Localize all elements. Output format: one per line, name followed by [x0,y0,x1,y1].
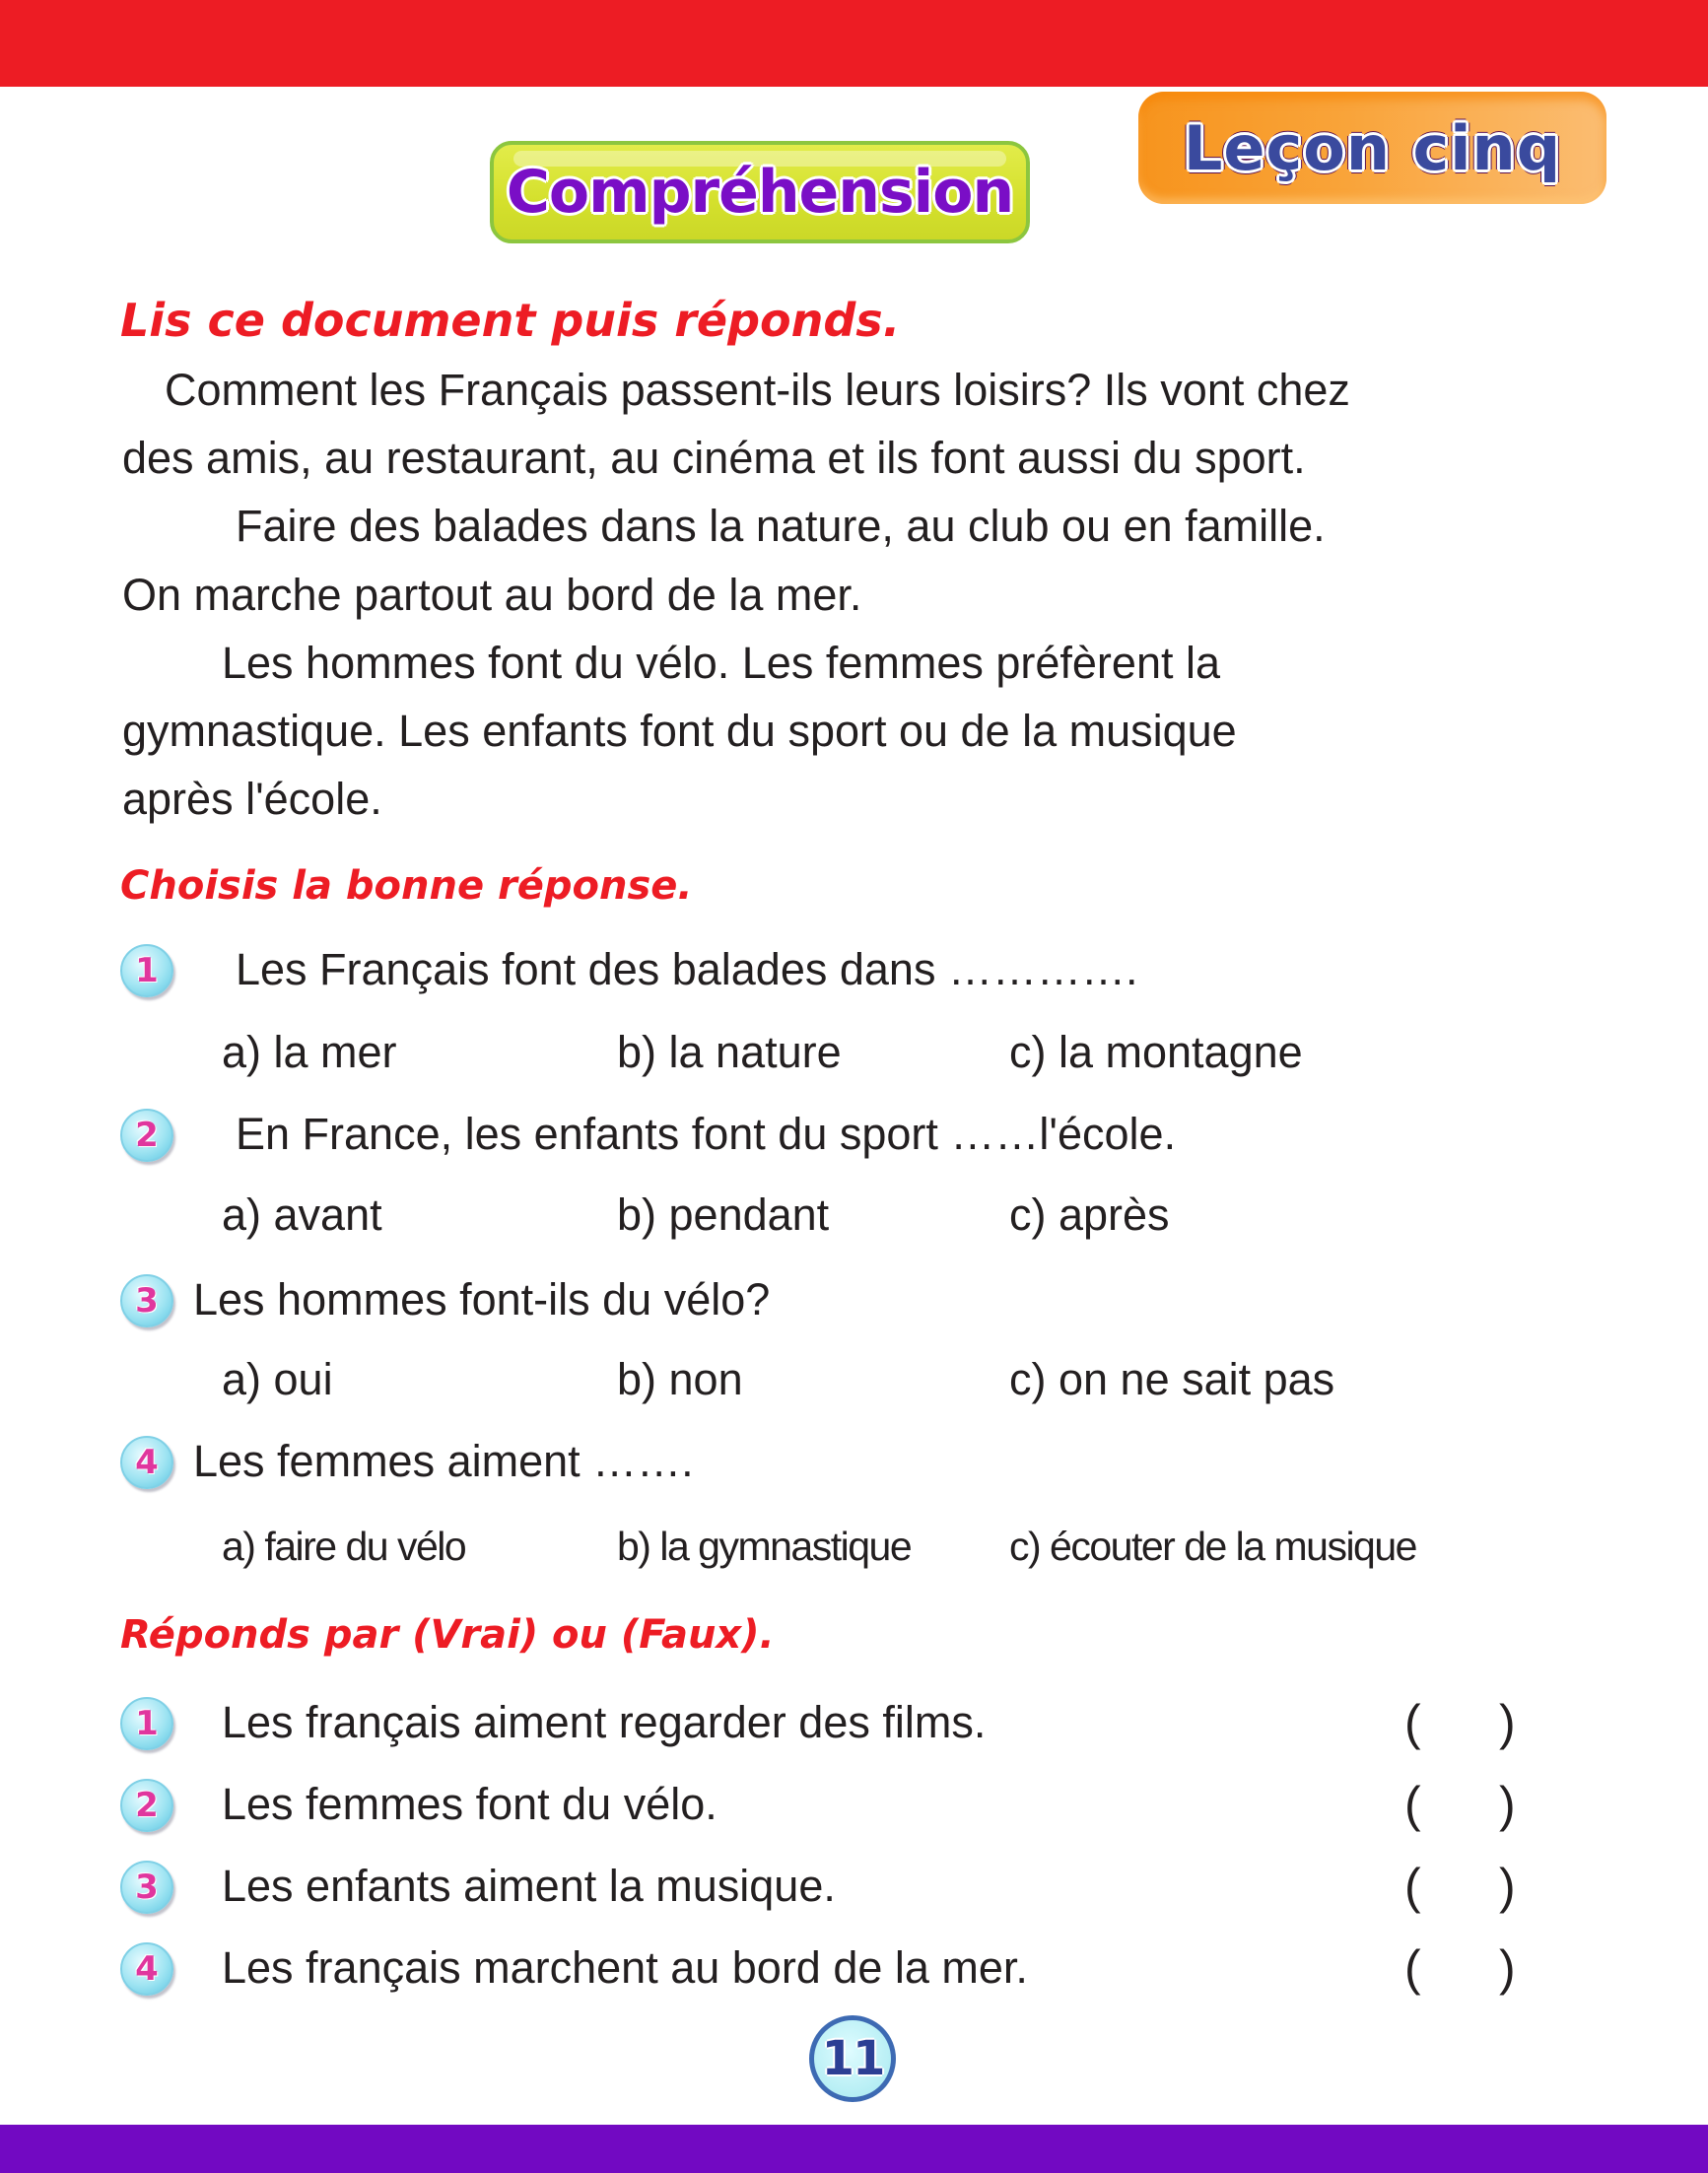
answer-close-paren[interactable]: ) [1499,1777,1516,1832]
section-badge [490,141,1030,243]
page-number: 11 [809,2015,896,2102]
option-b[interactable]: b) la gymnastique [617,1524,912,1569]
statement-text: Les enfants aiment la musique. [222,1861,836,1911]
answer-close-paren[interactable]: ) [1499,1695,1516,1750]
lesson-badge-label: Leçon cinq [1183,111,1562,184]
option-a[interactable]: a) avant [222,1189,382,1240]
answer-open-paren[interactable]: ( [1404,1859,1421,1914]
answer-open-paren[interactable]: ( [1404,1777,1421,1832]
true-false-instruction: Réponds par (Vrai) ou (Faux). [120,1612,775,1658]
item-number-badge: 3 [120,1861,173,1914]
question-number-badge: 1 [120,944,173,997]
option-c[interactable]: c) la montagne [1009,1027,1303,1077]
reading-line: après l'école. [122,774,382,824]
answer-open-paren[interactable]: ( [1404,1695,1421,1750]
mcq-instruction: Choisis la bonne réponse. [120,863,693,909]
question-number-badge: 4 [120,1436,173,1489]
bottom-purple-bar [0,2125,1708,2173]
reading-line: des amis, au restaurant, au cinéma et ils font aussi du sport. [122,433,1306,483]
question-number-badge: 3 [120,1274,173,1327]
question-text: Les femmes aiment ……. [193,1436,694,1486]
option-b[interactable]: b) la nature [617,1027,842,1077]
option-c[interactable]: c) on ne sait pas [1009,1354,1335,1404]
option-a[interactable]: a) faire du vélo [222,1524,466,1569]
reading-line: Faire des balades dans la nature, au club ou en famille. [236,501,1326,551]
option-c[interactable]: c) après [1009,1189,1170,1240]
statement-text: Les français aiment regarder des films. [222,1697,987,1747]
option-b[interactable]: b) non [617,1354,743,1404]
option-c[interactable]: c) écouter de la musique [1009,1524,1416,1569]
reading-line: On marche partout au bord de la mer. [122,570,862,620]
question-number-badge: 2 [120,1109,173,1162]
option-a[interactable]: a) oui [222,1354,333,1404]
answer-close-paren[interactable]: ) [1499,1940,1516,1996]
statement-text: Les français marchent au bord de la mer. [222,1942,1028,1993]
option-a[interactable]: a) la mer [222,1027,397,1077]
question-text: En France, les enfants font du sport ……l'école. [236,1109,1177,1159]
answer-close-paren[interactable]: ) [1499,1859,1516,1914]
reading-line: Les hommes font du vélo. Les femmes préfèrent la [222,638,1221,688]
question-text: Les hommes font-ils du vélo? [193,1274,771,1324]
option-b[interactable]: b) pendant [617,1189,830,1240]
section-badge-label: Compréhension [506,158,1014,227]
reading-instruction: Lis ce document puis réponds. [120,294,901,347]
answer-open-paren[interactable]: ( [1404,1940,1421,1996]
lesson-badge [1138,92,1606,204]
question-text: Les Français font des balades dans …………. [236,944,1138,994]
item-number-badge: 4 [120,1942,173,1996]
top-red-bar [0,0,1708,87]
statement-text: Les femmes font du vélo. [222,1779,717,1829]
item-number-badge: 2 [120,1779,173,1832]
reading-line: gymnastique. Les enfants font du sport ou de la musique [122,706,1237,756]
reading-line: Comment les Français passent-ils leurs loisirs? Ils vont chez [165,365,1350,415]
item-number-badge: 1 [120,1697,173,1750]
